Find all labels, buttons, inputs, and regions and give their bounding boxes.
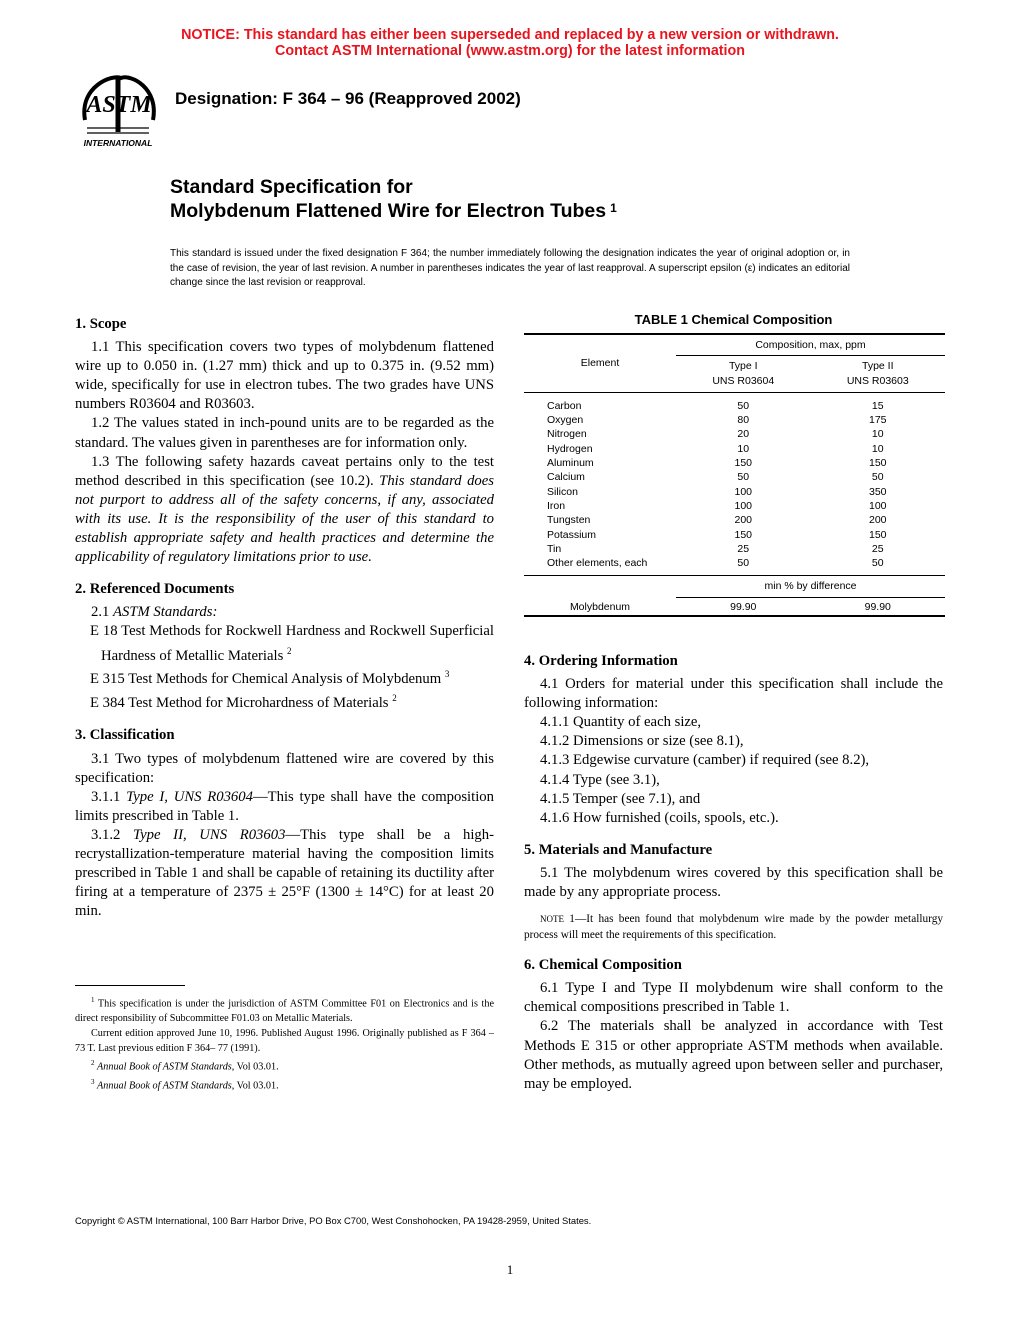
notice-line-2: Contact ASTM International (www.astm.org) for the latest information — [275, 43, 745, 59]
table-row: Carbon 50 15 — [547, 399, 884, 412]
withdrawal-notice — [0, 27, 1020, 59]
section-heading-materials: 5. Materials and Manufacture — [524, 841, 713, 858]
footnote-3: $^3$ Annual Book of ASTM Standards, Vol 03.01. — [91, 1077, 279, 1092]
paragraph-2-1: 2.1 ASTM Standards: — [91, 604, 218, 621]
chemical-composition-table — [524, 333, 945, 617]
section-heading-chemical-composition: 6. Chemical Composition — [524, 957, 682, 974]
table-row: Silicon 100 350 — [547, 485, 887, 498]
table-row: Tin 25 25 — [547, 542, 884, 555]
page-number: 1 — [506, 1262, 514, 1277]
paragraph-6-2: 6.2 The materials shall be analyzed in accordance with Test Methods E 315 or other appropriate ASTM methods when available. Other methods, as mutually agreed upon between seller and purchaser, may be employed. — [524, 1018, 943, 1092]
ordering-item: 4.1.1 Quantity of each size, — [540, 714, 702, 731]
designation: Designation: F 364 – 96 (Reapproved 2002) — [175, 89, 521, 108]
astm-logo — [73, 70, 163, 152]
ordering-item: 4.1.5 Temper (see 7.1), and — [540, 790, 701, 807]
note-1: NOTE 1—It has been found that molybdenum wire made by the powder metallurgy process will meet the requirements of this specification. — [524, 913, 943, 942]
footnote-2: $^2$ Annual Book of ASTM Standards, Vol 03.01. — [91, 1059, 279, 1073]
reference-item: E 18 Test Methods for Rockwell Hardness and Rockwell Superficial Hardness of Metallic Materials $^2$ — [90, 623, 494, 664]
paragraph-1-1: 1.1 This specification covers two types of molybdenum flattened wire up to 0.050 in. (1.27 mm) thick and up to 0.375 in. (9.52 mm) wide, specifically for use in electron tubes. The two grades have UNS numbers R03604 and R03603. — [75, 339, 494, 413]
paragraph-3-1-2: 3.1.2 Type II, UNS R03603—This type shall be a high-recrystallization-temperature material having the composition limits prescribed in Table 1 and shall be capable of retaining its ductility after firing at a temperature of 2375 ± 25°F (1300 ± 14°C) for at least 20 min. — [75, 826, 494, 920]
section-heading-referenced-documents: 2. Referenced Documents — [75, 581, 235, 598]
ordering-item: 4.1.2 Dimensions or size (see 8.1), — [540, 733, 744, 750]
table-min-label: min % by difference — [676, 576, 945, 597]
title-line-1: Standard Specification for — [170, 176, 413, 198]
reference-item: E 384 Test Method for Microhardness of Materials $^2$ — [90, 693, 397, 712]
paragraph-6-1: 6.1 Type I and Type II molybdenum wire shall conform to the chemical compositions prescribed in Table 1. — [524, 980, 943, 1016]
notice-line-1: NOTICE: This standard has either been superseded and replaced by a new version or withdrawn. — [181, 27, 839, 43]
reference-item: E 315 Test Methods for Chemical Analysis of Molybdenum $^3$ — [90, 669, 450, 688]
table-row: Aluminum 150 150 — [547, 457, 887, 470]
footnote-1: $^1$ This specification is under the jurisdiction of ASTM Committee F01 on Electronics and is the direct responsibility of Subcommittee F01.03 on Metallic Materials. — [75, 996, 494, 1025]
table-header-composition: Composition, max, ppm — [676, 334, 945, 356]
table-row: Calcium 50 50 — [547, 471, 884, 484]
astm-logo-icon — [73, 70, 163, 152]
paragraph-4-1: 4.1 Orders for material under this specification shall include the following information: — [524, 676, 943, 712]
title-line-2: Molybdenum Flattened Wire for Electron Tubes $^1$ — [170, 200, 617, 222]
logo-text: ASTM — [86, 92, 152, 118]
section-heading-scope: 1. Scope — [75, 316, 127, 332]
table-header-type-2: Type II UNS R03603 — [811, 356, 946, 393]
table-row: Hydrogen 10 10 — [547, 442, 884, 455]
section-heading-classification: 3. Classification — [75, 727, 175, 744]
table-header-type-1: Type I UNS R03604 — [676, 356, 811, 393]
footnote-rule — [75, 985, 185, 986]
table-row: Other elements, each 50 50 — [524, 556, 945, 576]
left-column — [75, 312, 494, 921]
paragraph-3-1-1: 3.1.1 Type I, UNS R03604—This type shall have the composition limits prescribed in Table 1. — [75, 788, 494, 824]
table-header-element: Element — [524, 334, 676, 392]
table-row: Potassium 150 150 — [547, 528, 887, 541]
ordering-item: 4.1.6 How furnished (coils, spools, etc.). — [540, 809, 779, 826]
ordering-item: 4.1.4 Type (see 3.1), — [540, 771, 660, 788]
footnotes — [75, 993, 494, 1093]
paragraph-1-3: 1.3 The following safety hazards caveat pertains only to the test method described in this specification (see 10.2). This standard does not purport to address all of the safety concerns, if any, associated with its use. It is the responsibility of the user of this standard to establish appropriate safety and health practices and determine the applicability of regulatory limitations prior to use. — [75, 453, 494, 566]
footnote-1-edition: Current edition approved June 10, 1996. Published August 1996. Originally published as F 364 – 73 T. Last previous edition F 364– 77 (1991). — [75, 1028, 494, 1055]
table-row: Iron 100 100 — [547, 499, 887, 512]
table-row: Tungsten 200 200 — [547, 514, 887, 527]
ordering-item: 4.1.3 Edgewise curvature (camber) if required (see 8.2), — [540, 752, 870, 769]
section-heading-ordering: 4. Ordering Information — [524, 653, 678, 669]
document-title — [170, 175, 617, 223]
table-row-molybdenum: Molybdenum 99.90 99.90 — [524, 597, 945, 616]
intro-paragraph: This standard is issued under the fixed designation F 364; the number immediately following the designation indicates the year of original adoption or, in the case of revision, the year of last revision. A number in parentheses indicates the year of last reapproval. A superscript epsilon (ε) indicates an editorial change since the last revision or reapproval. — [170, 248, 850, 288]
paragraph-5-1: 5.1 The molybdenum wires covered by this specification shall be made by any appropriate process. — [524, 864, 943, 901]
table-row: Oxygen 80 175 — [547, 414, 887, 427]
right-column — [524, 649, 943, 1094]
title-footnote-mark: 1 — [610, 201, 617, 215]
paragraph-1-2: 1.2 The values stated in inch-pound units are to be regarded as the standard. The values given in parentheses are for information only. — [75, 415, 494, 451]
table-caption: TABLE 1 Chemical Composition — [634, 312, 833, 327]
logo-subtext: INTERNATIONAL — [83, 138, 153, 148]
table-row: Nitrogen 20 10 — [547, 428, 884, 441]
copyright-line: Copyright © ASTM International, 100 Barr Harbor Drive, PO Box C700, West Conshohocken, PA 19428-2959, United States. — [75, 1215, 592, 1226]
paragraph-3-1: 3.1 Two types of molybdenum flattened wire are covered by this specification: — [75, 750, 494, 786]
